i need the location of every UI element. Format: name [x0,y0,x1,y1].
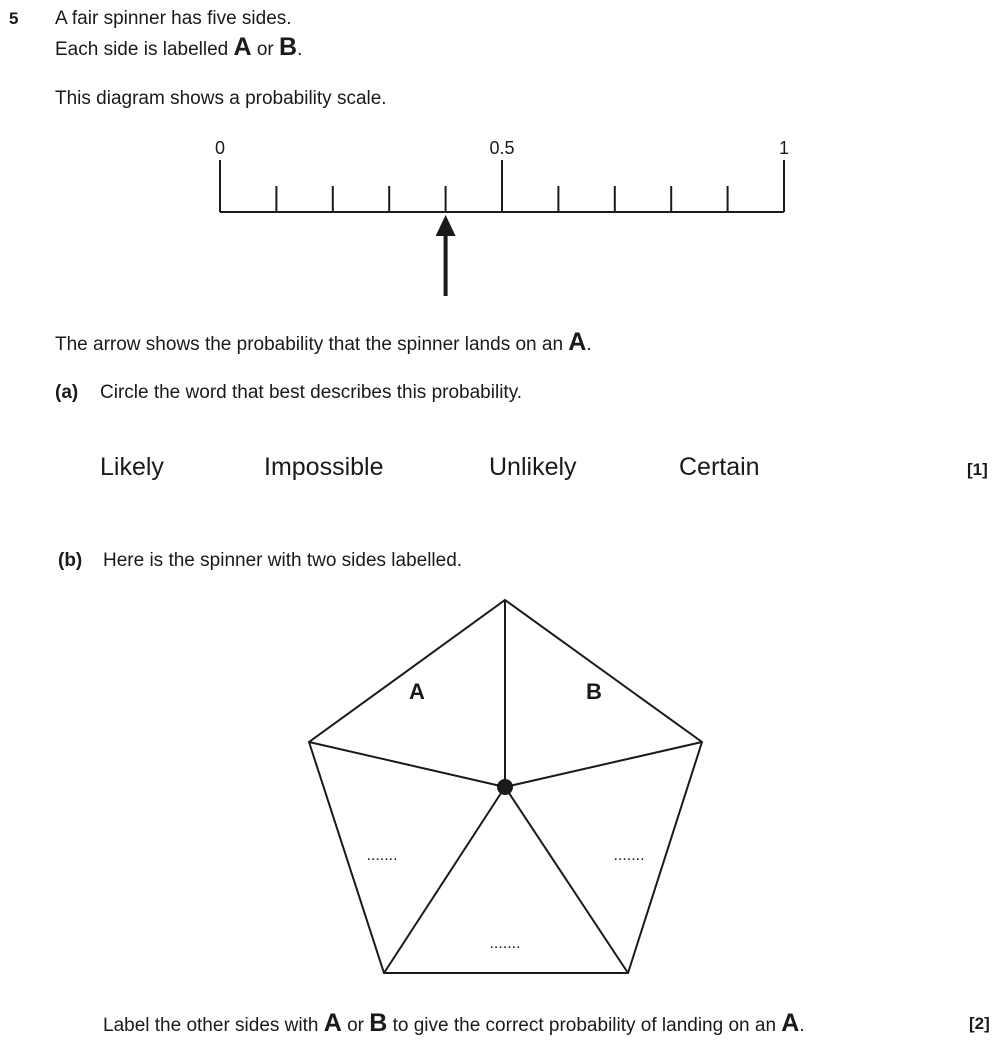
final-middle: to give the correct probability of landing on an [387,1015,782,1036]
spinner-divider-bottom-left [384,787,505,973]
spinner-blank-bottom[interactable]: ....... [489,935,521,952]
final-instruction [103,1009,805,1038]
letter-a: A [233,33,252,61]
spinner-blank-right[interactable]: ....... [613,847,645,864]
final-letter-a-2: A [781,1009,800,1037]
final-letter-b: B [369,1009,388,1037]
scale-label: 0 [214,138,226,158]
intro-period: . [297,39,303,60]
intro-line-2-prefix: Each side is labelled [55,39,234,60]
word-option-impossible[interactable]: Impossible [264,453,384,481]
scale-label: 0.5 [489,138,515,158]
arrow-statement-letter-a: A [568,328,587,356]
word-option-likely[interactable]: Likely [100,453,164,481]
part-b-label: (b) [58,550,83,571]
word-option-certain[interactable]: Certain [679,453,760,481]
arrow-statement-period: . [586,334,592,355]
letter-b: B [279,33,298,61]
final-or: or [341,1015,370,1036]
spinner-label-b: B [586,679,602,704]
part-b-instruction: Here is the spinner with two sides labelled. [103,550,463,571]
spinner-blank-left[interactable]: ....... [366,847,398,864]
final-period: . [799,1015,805,1036]
intro-or: or [251,39,280,60]
spinner-divider-right [505,742,702,787]
spinner-center-dot [497,779,513,795]
final-letter-a: A [323,1009,342,1037]
final-prefix: Label the other sides with [103,1015,324,1036]
part-a-instruction: Circle the word that best describes this probability. [100,382,523,403]
question-number: 5 [9,9,19,28]
word-option-unlikely[interactable]: Unlikely [489,453,577,481]
arrow-statement-text: The arrow shows the probability that the spinner lands on an [55,334,569,355]
intro-line-1: A fair spinner has five sides. [55,8,292,29]
spinner-divider-left [309,742,505,787]
part-a-label: (a) [55,382,79,403]
scale-label: 1 [778,138,790,158]
scale-intro: This diagram shows a probability scale. [55,88,387,109]
spinner-label-a: A [409,679,425,704]
part-b-marks: [2] [969,1014,990,1033]
spinner-divider-bottom-right [505,787,628,973]
part-a-marks: [1] [967,460,988,479]
